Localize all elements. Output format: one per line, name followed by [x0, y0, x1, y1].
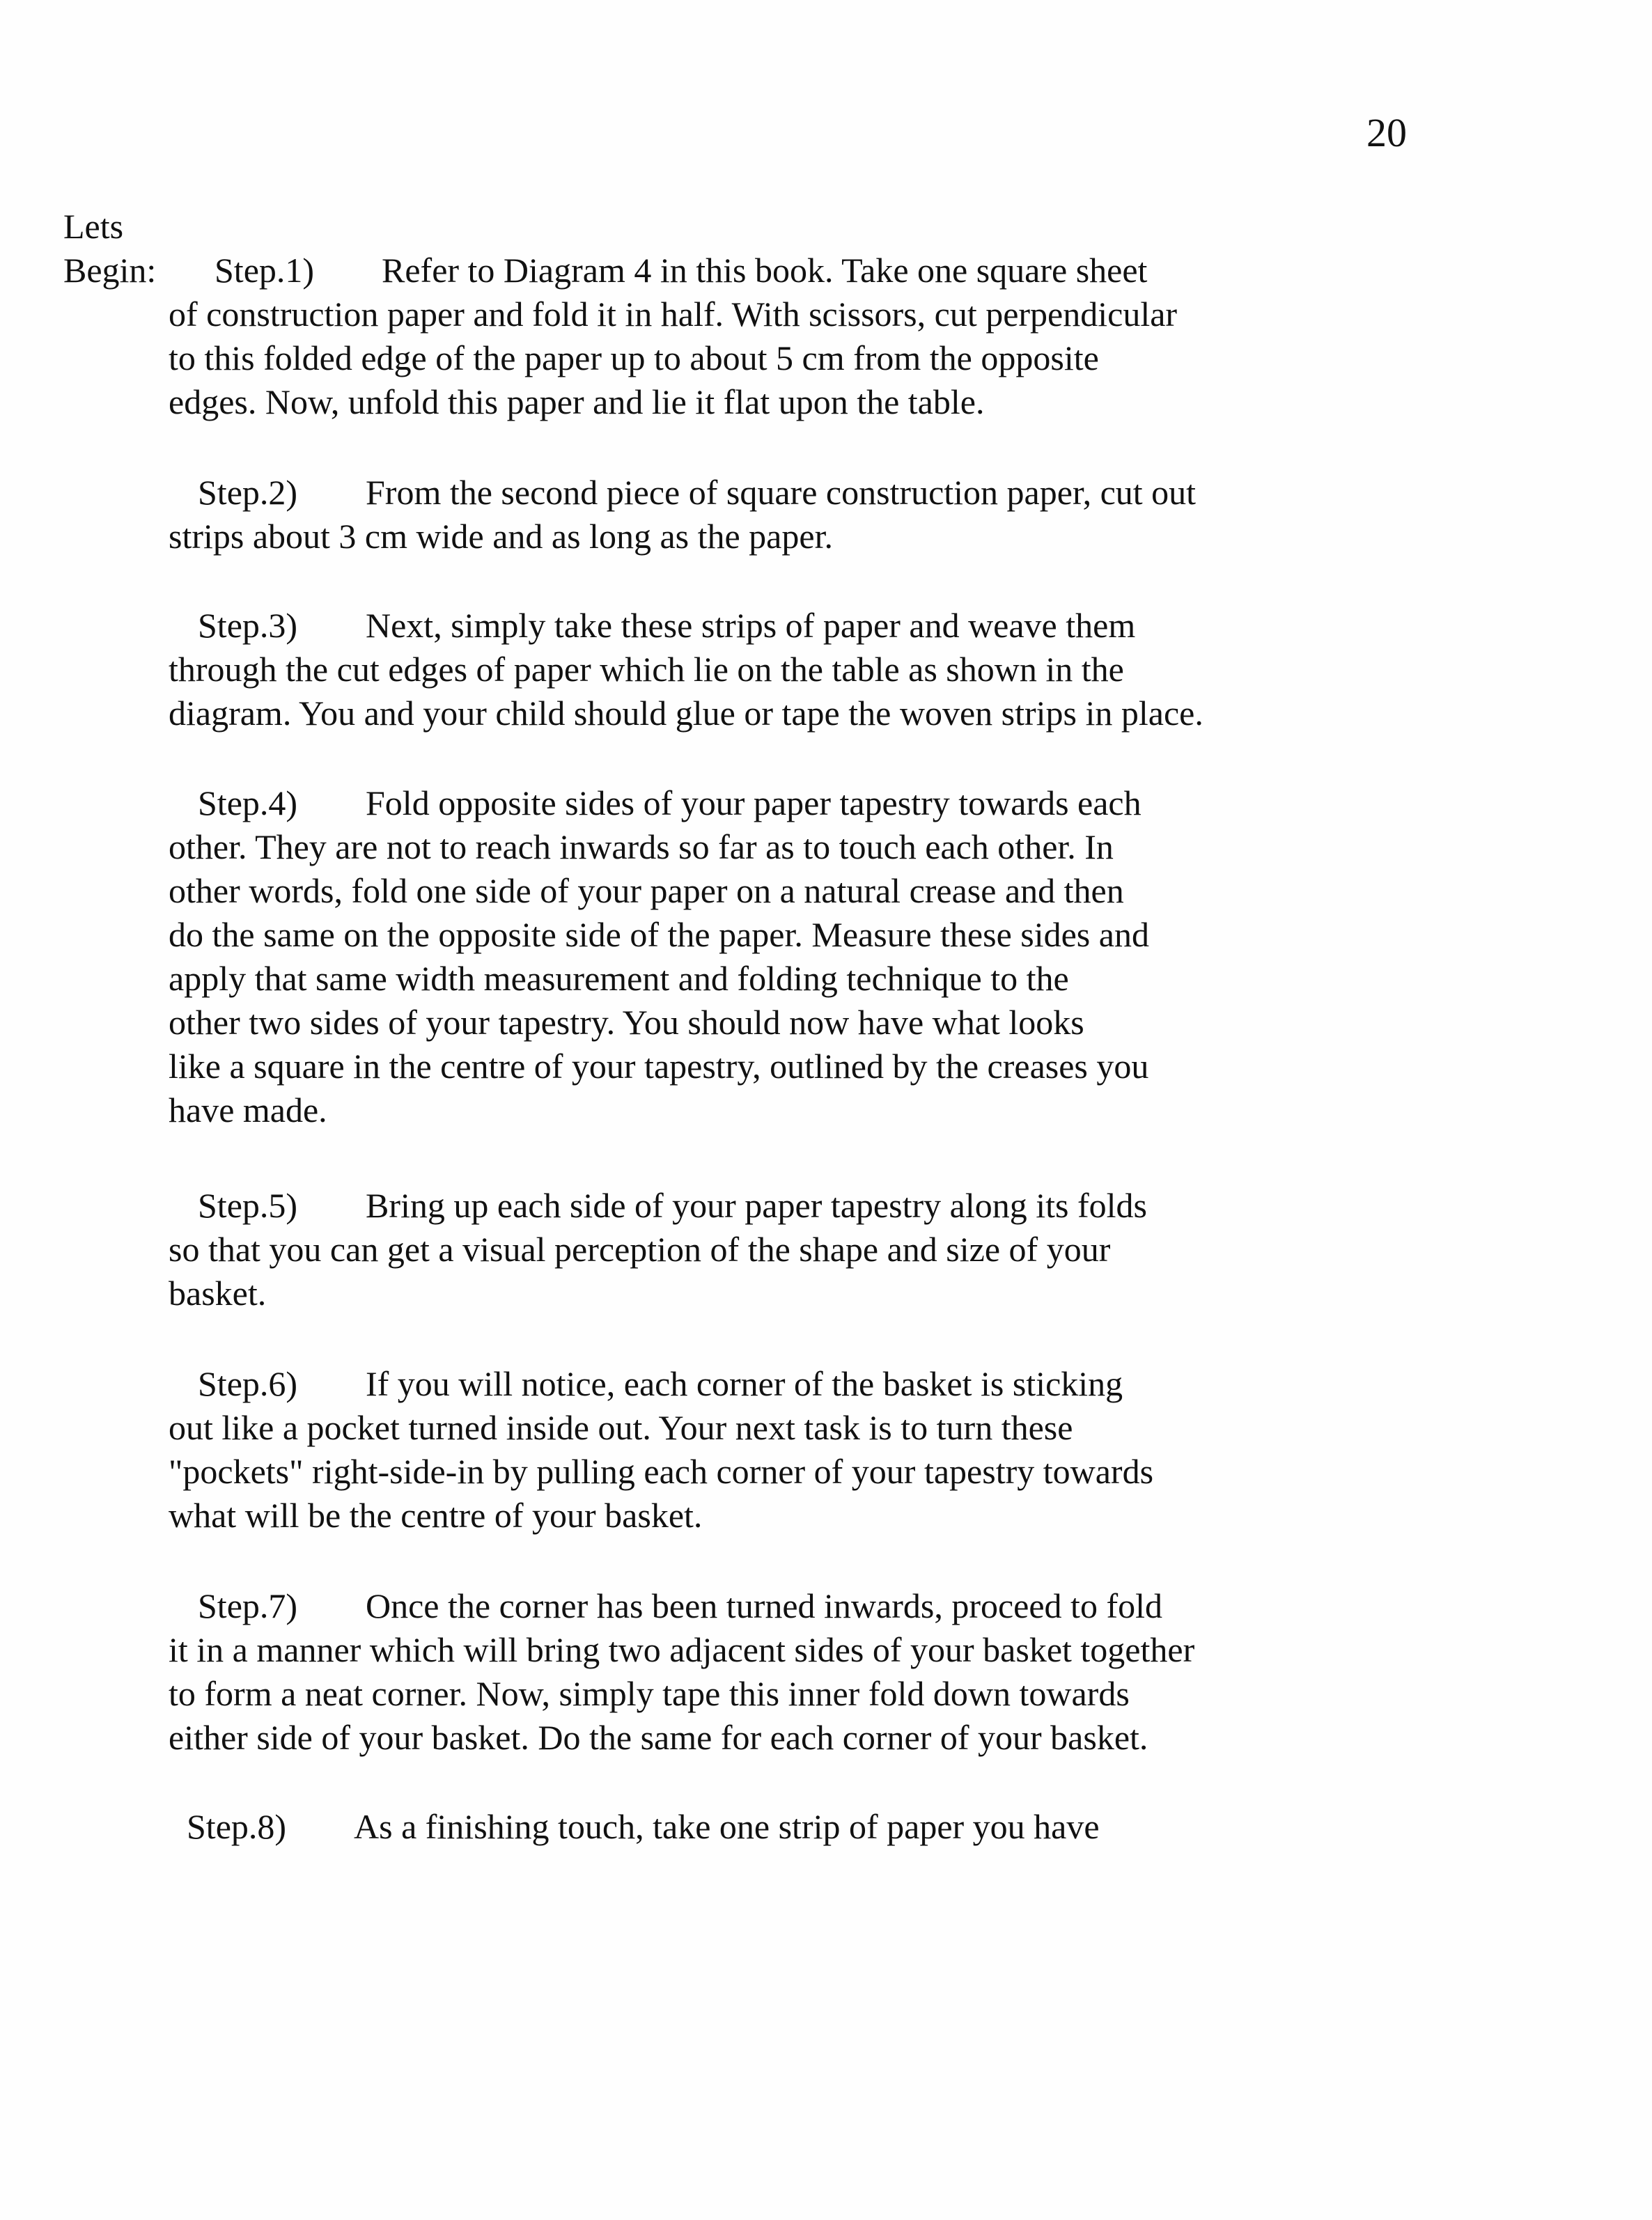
step-line: through the cut edges of paper which lie on the table as shown in the [169, 650, 1124, 689]
step-label: Step.3) [198, 606, 298, 645]
step-line: apply that same width measurement and folding technique to the [169, 959, 1069, 998]
step-line: diagram. You and your child should glue or tape the woven strips in place. [169, 694, 1203, 733]
step-line: "pockets" right-side-in by pulling each corner of your tapestry towards [169, 1452, 1154, 1491]
step-label: Step.2) [198, 473, 298, 512]
step-line: out like a pocket turned inside out. Your next task is to turn these [169, 1408, 1073, 1447]
step-line: Refer to Diagram 4 in this book. Take one square sheet [382, 251, 1148, 290]
step-line: it in a manner which will bring two adjacent sides of your basket together [169, 1630, 1195, 1669]
step-line: edges. Now, unfold this paper and lie it flat upon the table. [169, 382, 985, 421]
step-line: From the second piece of square construction paper, cut out [366, 473, 1197, 512]
step-line: basket. [169, 1274, 267, 1313]
step-line: strips about 3 cm wide and as long as the paper. [169, 517, 833, 556]
step-label: Step.6) [198, 1364, 298, 1403]
step-line: other two sides of your tapestry. You should now have what looks [169, 1003, 1084, 1042]
step-line: so that you can get a visual perception of the shape and size of your [169, 1230, 1111, 1269]
page-number: 20 [1366, 110, 1407, 155]
step-label: Step.4) [198, 783, 298, 822]
step-line: to form a neat corner. Now, simply tape this inner fold down towards [169, 1674, 1130, 1713]
step-line: If you will notice, each corner of the basket is sticking [366, 1364, 1123, 1403]
step-label: Step.7) [198, 1586, 298, 1625]
step-line: of construction paper and fold it in half. With scissors, cut perpendicular [169, 295, 1178, 334]
step-line: other words, fold one side of your paper on a natural crease and then [169, 871, 1124, 910]
step-line: other. They are not to reach inwards so far as to touch each other. In [169, 827, 1114, 866]
step-line: to this folded edge of the paper up to about 5 cm from the opposite [169, 338, 1099, 377]
lets-label: Lets [63, 207, 124, 246]
step-line: have made. [169, 1091, 327, 1129]
step-label: Step.1) [215, 251, 315, 290]
begin-label: Begin: [63, 251, 157, 290]
step-line: As a finishing touch, take one strip of paper you have [354, 1807, 1100, 1846]
step-line: Fold opposite sides of your paper tapestry towards each [366, 783, 1141, 822]
step-label: Step.8) [187, 1807, 287, 1846]
step-line: either side of your basket. Do the same for each corner of your basket. [169, 1718, 1148, 1757]
step-line: Bring up each side of your paper tapestry along its folds [366, 1186, 1147, 1225]
step-line: what will be the centre of your basket. [169, 1496, 703, 1535]
step-line: do the same on the opposite side of the paper. Measure these sides and [169, 915, 1149, 954]
step-line: Next, simply take these strips of paper and weave them [366, 606, 1136, 645]
step-label: Step.5) [198, 1186, 298, 1225]
step-line: Once the corner has been turned inwards, proceed to fold [366, 1586, 1162, 1625]
step-line: like a square in the centre of your tapestry, outlined by the creases you [169, 1047, 1149, 1086]
